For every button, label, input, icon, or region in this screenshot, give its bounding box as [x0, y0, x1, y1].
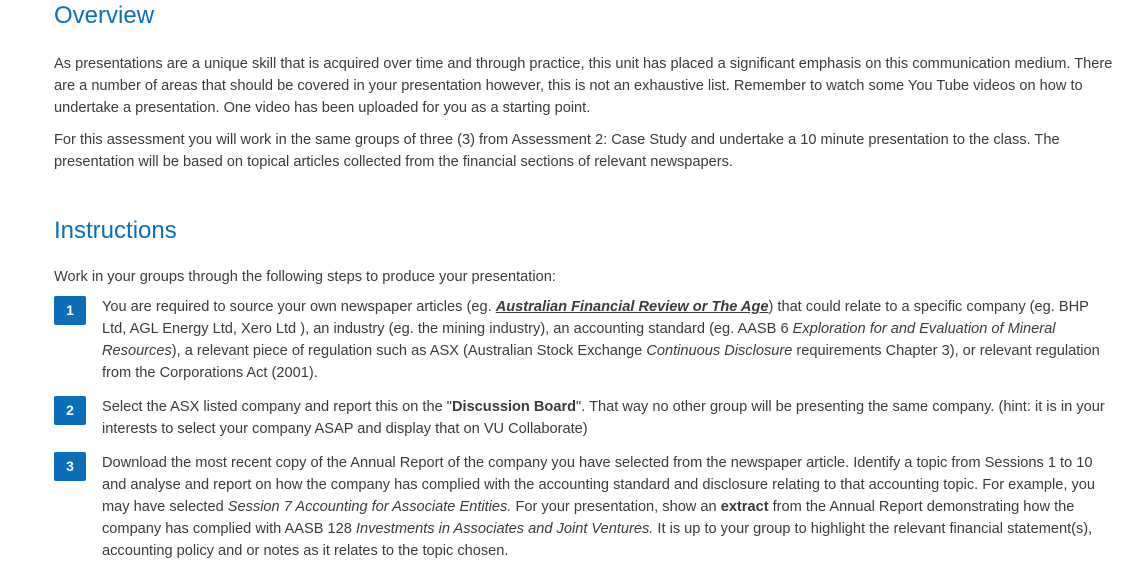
text-run: ), a relevant piece of regulation such as ASX (Australian Stock Exchange — [171, 343, 647, 359]
text-run: You are required to source your own newspaper articles (eg. — [102, 299, 496, 315]
assessment-content — [54, 0, 1114, 574]
standard-title: Exploration for and Evaluation of Mineral Resources — [102, 321, 1056, 359]
overview-paragraph-1: As presentations are a unique skill that is acquired over time and through practice, this unit has placed a significant emphasis on this communication medium. There are a number of areas that should be covered in your presentation however, this is not an exhaustive list. Remember to watch some You Tube videos on how to undertake a presentation. One video has been uploaded for you as a starting point. — [54, 56, 1113, 116]
step-text — [102, 399, 1105, 437]
step-number-badge: 3 — [54, 452, 86, 481]
instructions-heading: Instructions — [54, 217, 177, 244]
newspaper-link[interactable]: Australian Financial Review or The Age — [495, 299, 769, 315]
instructions-intro: Work in your groups through the following steps to produce your presentation: — [54, 269, 556, 285]
text-run: For your presentation, show an — [511, 499, 721, 515]
text-run: Select the ASX listed company and report this on the " — [102, 399, 452, 415]
step-text — [102, 455, 1095, 559]
discussion-board-label: Discussion Board — [451, 399, 577, 415]
text-run: Download the most recent copy of the Annual Report of the company you have selected from the newspaper article. Identify a topic from Sessions 1 to 10 and analyse and report on how the company has complied with the accounting standard and disclosure relating to that accounting topic. For example, you may have selected — [102, 455, 1095, 515]
step-2 — [54, 396, 1114, 440]
overview-heading: Overview — [54, 2, 155, 29]
extract-label: extract — [720, 499, 769, 515]
step-number-badge: 2 — [54, 396, 86, 425]
step-1 — [54, 296, 1114, 384]
disclosure-title: Continuous Disclosure — [646, 343, 793, 359]
text-run: It is up to your group to highlight the relevant financial statement(s), accounting policy and or notes as it relates to the topic chosen. — [102, 521, 1093, 559]
session-title: Session 7 Accounting for Associate Entities. — [227, 499, 512, 515]
instruction-steps — [54, 296, 1114, 562]
text-run: ) that could relate to a specific company (eg. BHP Ltd, AGL Energy Ltd, Xero Ltd ), an industry (eg. the mining industry), an accounting standard (eg. AASB 6 — [102, 299, 1089, 337]
standard-title: Investments in Associates and Joint Ventures. — [355, 521, 654, 537]
text-run: from the Annual Report demonstrating how the company has complied with AASB 128 — [102, 499, 1075, 537]
step-3 — [54, 452, 1114, 562]
step-number-badge: 1 — [54, 296, 86, 325]
text-run: requirements Chapter 3), or relevant regulation from the Corporations Act (2001). — [102, 343, 1100, 381]
text-run: ". That way no other group will be presenting the same company. (hint: it is in your interests to select your company ASAP and display that on VU Collaborate) — [102, 399, 1105, 437]
overview-paragraph-2: For this assessment you will work in the same groups of three (3) from Assessment 2: Case Study and undertake a 10 minute presentation to the class. The presentation will be based on topical articles collected from the financial sections of relevant newspapers. — [54, 132, 1060, 170]
step-text — [102, 299, 1100, 381]
